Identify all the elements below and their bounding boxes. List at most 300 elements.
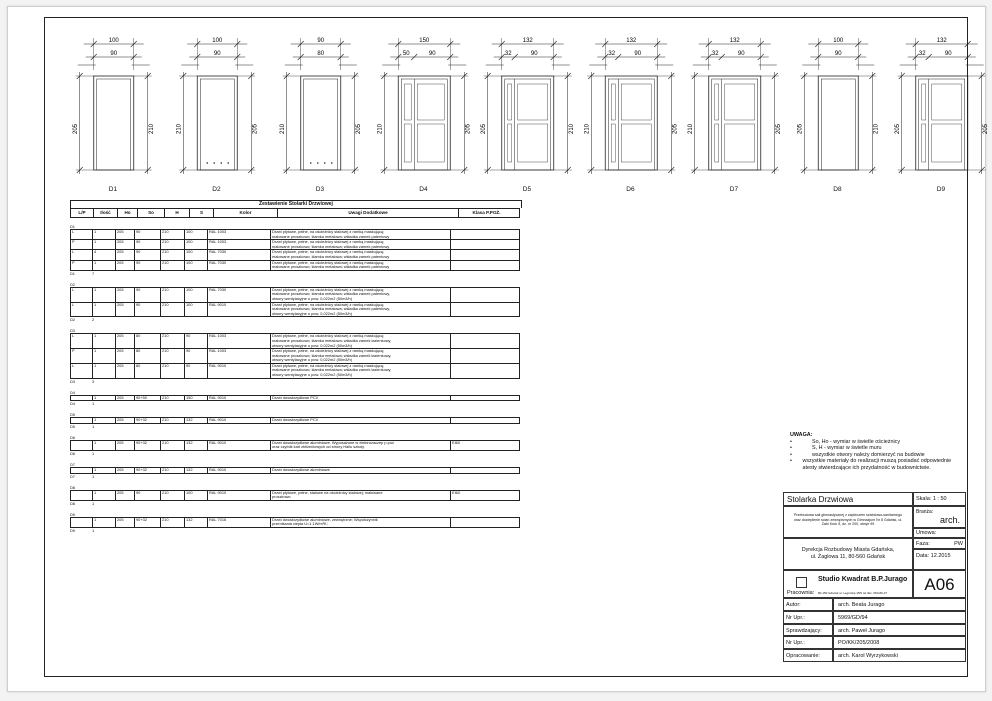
table-cell: 205 [116,364,135,378]
table-cell [71,396,93,401]
door-label: D1 [108,186,118,193]
schedule-group [70,224,520,276]
table-row [70,395,520,402]
vent-hole [227,162,229,164]
table-cell: 90 [135,303,161,317]
table-cell: RAL 7030 [208,250,271,259]
table-cell: 205 [116,334,135,348]
table-row [70,467,520,474]
table-cell: 205 [116,349,135,363]
table-cell: 205 [116,468,135,473]
table-cell: 90 [135,491,161,500]
table-cell: 90 [135,250,161,259]
table-cell: 90+50 [135,396,161,401]
group-total-label: D7 [70,473,75,479]
table-row [70,333,520,349]
table-cell: 90+32 [135,418,161,423]
table-cell [71,441,93,450]
table-cell: RAL 9010 [208,303,271,317]
door-panel [932,84,962,120]
table-cell: P [71,349,93,363]
table-cell: L [71,250,93,259]
table-cell [451,349,506,363]
table-cell: 132 [185,441,208,450]
table-cell: Drzwi płytowe, pełne, stalowe na ościeżnicy stalowej; malowane proszkowo [271,491,451,500]
table-cell: 80 [135,364,161,378]
door-panel [508,84,512,120]
group-name: D8 [70,484,75,490]
col-header: Kolor [214,209,278,217]
dim-height-inner: 210 [568,123,575,135]
table-cell: 4 [93,250,116,259]
schedule-group [70,390,520,407]
table-cell: 210 [161,441,185,450]
table-cell: 1 [93,349,116,363]
door-frame [502,76,554,170]
note-text: So, Ho - wymiar w świetle ościeżnicy [812,438,901,445]
dim-height-outer: 210 [584,123,591,135]
schedule-group [70,512,520,533]
table-cell: EI60 [452,439,461,445]
table-cell: Drzwi płytowe, pełne, na ościeżnicy stalowej z ramką maskującą; malowane proszkowo; klamka metalowa; wkładka zamek łazienkowy, otwory wentylacyjne o pow. 0,022m2 (50m3/h) [271,364,451,378]
dim-height-outer: 210 [377,123,384,135]
table-cell: 1 [93,396,116,401]
table-row [70,349,520,364]
table-cell [451,250,506,259]
table-cell: 90 [185,364,208,378]
group-total: 1 [92,473,95,479]
table-cell: RAL 1003 [208,230,271,239]
schedule-group [70,435,520,456]
table-cell: RAL 9010 [208,364,271,378]
table-cell: 210 [161,288,185,302]
table-cell: 205 [116,288,135,302]
table-row [70,440,520,451]
table-row [70,517,520,528]
studio-logo-box [796,577,807,588]
table-cell: RAL 9010 [208,418,271,423]
table-cell [451,364,506,378]
dim-width-left: 50 [402,51,410,57]
vent-hole [310,162,312,164]
table-cell: 210 [161,518,185,527]
table-cell: 1 [93,230,116,239]
group-name: D4 [70,389,75,395]
door-panel [417,124,444,162]
table-cell: 80 [135,334,161,348]
door-leaf [821,79,855,170]
table-cell: 205 [116,261,135,270]
dim-height-inner: 205 [465,123,472,135]
col-header: Ho [118,209,138,217]
group-total: 7 [92,270,95,276]
table-cell: RAL 9010 [208,491,271,500]
door-frame [818,76,858,170]
table-cell: 210 [161,334,185,348]
door-panel [621,84,651,120]
table-cell: 205 [116,518,135,527]
table-cell: 90 [135,230,161,239]
person-name: arch. Paweł Jurago [833,624,966,637]
dim-width-total: 100 [212,38,223,44]
dim-height-outer: 210 [279,123,286,135]
table-cell: 210 [161,418,185,423]
door-label: D9 [936,186,946,193]
door-schedule [70,200,520,533]
dim-width-left: 32 [608,51,616,57]
table-cell: 100 [185,240,208,249]
table-cell: P [71,261,93,270]
table-cell: Drzwi płytowe, pełne, na ościeżnicy stalowej z ramką maskującą; malowane proszkowo; klamka metalowa; wkładka zamek łazienkowy, otwory wentylacyjne o pow. 0,022m2 (50m3/h) [271,334,451,348]
table-cell: RAL 1003 [208,334,271,348]
table-cell: 90+32 [135,518,161,527]
table-cell: RAL 7030 [208,261,271,270]
table-cell: RAL 9010 [208,441,271,450]
table-cell [451,518,506,527]
dim-width-total: 150 [419,38,430,44]
door-panel [725,124,755,162]
table-cell: 100 [185,303,208,317]
table-cell: 210 [161,364,185,378]
table-cell: 205 [116,303,135,317]
group-total: 1 [92,528,95,533]
table-cell: 90 [185,349,208,363]
table-cell: Drzwi płytowe, pełne, na ościeżnicy stalowej z ramką maskującą; malowane proszkowo; klamka metalowa; wkładka zamek patentowy [271,240,451,249]
schedule-group [70,462,520,479]
group-total-label: D8 [70,500,75,506]
note-item: • So, Ho - wymiar w świetle ościeżnicy [790,438,901,445]
table-cell [451,261,506,270]
group-total-label: D3 [70,378,75,384]
group-total-row [70,379,520,384]
table-cell: Drzwi dwuskrzydłowe aluminiowe. Wyposażone w elektrozaczep p.poż oraz czytnik kart zbliżeniowych od strony Hallu szkoły. [271,441,451,450]
table-row [70,303,520,318]
table-cell: 150 [185,396,208,401]
col-header: Uwagi Dodatkowe [278,209,459,217]
door-panel [404,84,411,120]
vent-hole [213,162,215,164]
studio-cell [783,570,913,598]
dim-height-inner: 210 [148,123,155,135]
schedule-groups [70,224,520,533]
group-name: D7 [70,462,75,468]
table-row [70,490,520,501]
table-cell: 1 [93,334,116,348]
table-cell [451,418,506,423]
table-cell [451,396,506,401]
table-row [70,417,520,424]
table-cell: 1 [93,240,116,249]
schedule-header [70,208,520,218]
table-cell: 132 [185,418,208,423]
group-name: D1 [70,224,75,229]
pracownia-label: Pracownia: [787,590,815,596]
table-cell: 205 [116,491,135,500]
group-total: 1 [92,423,95,429]
door-label: D3 [315,186,325,193]
table-cell: L [71,364,93,378]
group-total-label: D5 [70,423,75,429]
faza-label: Faza: [916,541,930,547]
door-panel [417,84,444,120]
door-panel [725,84,755,120]
table-cell: Drzwi dwuskrzydłowe PCV [271,396,451,401]
dim-width-inner: 90 [944,51,952,57]
door-frame [301,76,341,170]
faza-cell [913,538,966,549]
dim-width-total: 132 [522,38,533,44]
group-total-label: D2 [70,317,75,323]
door-panel [621,124,651,162]
door-leaf [401,79,447,170]
branza-value: arch. [939,515,960,525]
sheet-number: A06 [913,570,966,598]
person-role: Opracowanie: [783,649,833,662]
table-cell: 205 [116,441,135,450]
door-frame [197,76,237,170]
table-cell: 210 [161,303,185,317]
group-total-label: D9 [70,528,75,533]
table-cell: 210 [161,349,185,363]
person-name: arch. Karol Wyrzykowski [833,649,966,662]
col-header: So [138,209,165,217]
door-frame [398,76,450,170]
group-name: D3 [70,328,75,334]
dim-width-left: 32 [711,51,719,57]
door-panel [404,124,411,162]
schedule-group [70,328,520,383]
table-cell: L [71,303,93,317]
door-label: D4 [419,186,428,193]
table-cell: 210 [161,468,185,473]
vent-hole [317,162,319,164]
table-cell: L [71,334,93,348]
door-frame [916,76,968,170]
group-total-row [70,474,520,479]
person-role: Nr Upr.: [783,636,833,649]
branza-cell [913,506,966,528]
schedule-group [70,412,520,429]
table-row [70,287,520,303]
table-cell: RAL 7030 [208,288,271,302]
table-cell: 210 [161,240,185,249]
table-cell: 90+32 [135,468,161,473]
notes-title: UWAGA: [790,432,813,438]
table-cell: Drzwi dwuskrzydłowe PCV [271,418,451,423]
table-cell: 100 [185,230,208,239]
group-name: D9 [70,511,75,517]
pracownia-address: 80-150 Gdańsk ul. Legnicka 15/6 tel./fax. 660-80-27 [818,591,888,595]
table-cell: 205 [116,250,135,259]
table-cell: 90 [185,334,208,348]
dim-height-inner: 210 [873,123,880,135]
table-cell: 1 [93,261,116,270]
table-cell: 210 [161,250,185,259]
title-block [783,492,966,662]
vent-hole [220,162,222,164]
table-cell: RAL 9010 [208,396,271,401]
schedule-group [70,485,520,506]
table-cell: 210 [161,396,185,401]
group-total: 1 [92,500,95,506]
group-total-label: D4 [70,401,75,407]
dim-width-total: 132 [626,38,637,44]
drawing-title: Stolarka Drzwiowa [783,492,913,506]
dim-width-inner: 90 [634,51,642,57]
table-cell: Drzwi płytowe, pełne, na ościeżnicy stalowej z ramką maskującą; malowane proszkowo; klamka metalowa; wkładka zamek patentowy [271,230,451,239]
table-cell: 80 [135,349,161,363]
door-frame [94,76,134,170]
table-cell: 205 [116,396,135,401]
dim-width-inner: 90 [213,51,221,57]
door-panel [922,84,926,120]
dim-height-outer: 210 [176,123,183,135]
dim-height-outer: 205 [797,123,804,135]
door-panel [508,124,512,162]
group-name: D2 [70,281,75,287]
door-panel [922,124,926,162]
person-role: Autor: [783,598,833,611]
door-panel [518,84,548,120]
group-total-row [70,501,520,506]
schedule-group [70,282,520,323]
group-total-row [70,401,520,406]
table-cell: Drzwi płytowe, pełne, na ościeżnicy stalowej z ramką maskującą; malowane proszkowo; klamka metalowa; wkładka zamek łazienkowy, otwory wentylacyjne o pow. 0,022m2 (50m3/h) [271,349,451,363]
table-cell [451,230,506,239]
dim-height-outer: 205 [72,123,79,135]
table-cell [451,240,506,249]
dim-width-total: 132 [729,38,740,44]
dim-width-inner: 90 [530,51,538,57]
person-role: Nr Upr.: [783,611,833,624]
dim-height-outer: 205 [480,123,487,135]
door-panel [611,84,615,120]
dim-width-inner: 90 [428,51,436,57]
dim-width-total: 90 [317,38,325,44]
door-frame [709,76,761,170]
door-elevations [0,0,992,200]
note-text: wszystkie otwory należy domierzyć na budowie [812,451,925,458]
group-name: D5 [70,412,75,418]
door-leaf [200,79,234,170]
table-cell: 90+32 [135,441,161,450]
group-total-row [70,271,520,276]
table-cell: 205 [116,230,135,239]
group-total-row [70,451,520,456]
faza-value: PW [954,541,963,547]
dim-height-inner: 205 [982,123,989,135]
person-name: 5969/GD/94 [833,611,966,624]
table-cell: 210 [161,261,185,270]
person-name: PO/KK/205/2008 [833,636,966,649]
door-panel [715,84,719,120]
table-cell: L [71,230,93,239]
scale: Skala: 1 : 50 [913,492,966,506]
table-cell: 1 [93,518,116,527]
dim-width-left: 32 [918,51,926,57]
table-cell [451,334,506,348]
table-cell: RAL 1003 [208,349,271,363]
branza-label: Branża: [916,509,934,515]
note-item: • wszystkie otwory należy domierzyć na budowie [790,451,925,458]
table-cell: 1 [93,288,116,302]
door-panel [518,124,548,162]
table-cell [71,418,93,423]
umowa-label: Umowa: [913,528,966,538]
group-total: 1 [92,401,95,407]
door-frame [605,76,657,170]
dim-width-total: 100 [108,38,119,44]
table-cell: EI60 [452,489,461,495]
table-cell: Drzwi płytowe, pełne, na ościeżnicy stalowej z ramką maskującą; malowane proszkowo; klamka metalowa; wkładka zamek patentowy [271,261,451,270]
note-item: • S, H - wymiar w świetle muru [790,445,882,451]
door-panel [611,124,615,162]
table-cell: RAL 9010 [208,468,271,473]
note-text: wszystkie materiały do realizacji muszą posiadać odpowiednie atesty stwierdzające ich przydatność w budownictwie. [802,458,952,471]
client: Dyrekcja Rozbudowy Miasta Gdańska, ul. Żaglowa 11, 80-560 Gdańsk [783,538,913,570]
table-cell: 90 [135,240,161,249]
group-name: D6 [70,434,75,440]
table-cell: L [71,288,93,302]
vent-hole [331,162,333,164]
table-cell: 205 [116,240,135,249]
col-header: H [165,209,190,217]
table-cell [451,468,506,473]
table-cell [71,518,93,527]
table-cell: 1 [93,303,116,317]
table-cell: 132 [185,518,208,527]
table-cell: 90 [135,288,161,302]
table-cell: P [71,240,93,249]
col-header: L/P [71,209,94,217]
table-cell [451,288,506,302]
group-total: 2 [92,317,95,323]
table-cell: 210 [161,230,185,239]
studio-name: Studio Kwadrat B.P.Jurago [818,576,908,583]
table-cell [71,468,93,473]
door-label: D7 [729,186,739,193]
table-cell [71,491,93,500]
table-cell: 1 [93,468,116,473]
table-cell: 210 [161,491,185,500]
dim-width-inner: 90 [737,51,745,57]
table-cell: Drzwi płytowe, pełne, na ościeżnicy stalowej z ramką maskującą; malowane proszkowo; klamka metalowa; wkładka zamek patentowy [271,250,451,259]
table-cell [451,303,506,317]
door-label: D6 [626,186,635,193]
table-cell: 90 [135,261,161,270]
table-cell: 132 [185,468,208,473]
dim-height-outer: 210 [687,123,694,135]
door-label: D2 [212,186,221,193]
door-panel [932,124,962,162]
group-total: 3 [92,378,95,384]
table-cell: 205 [116,418,135,423]
table-cell: Drzwi dwuskrzydłowe aluminiowe, zewnętrzne; Współczynnik przenikania ciepła U=1.1W/m²K; [271,518,451,527]
notes-block [790,432,960,471]
dim-height-outer: 205 [894,123,901,135]
group-total-label: D1 [70,270,75,276]
dim-height-inner: 205 [252,123,259,135]
table-row [70,261,520,271]
table-cell: 1 [93,491,116,500]
dim-width-inner: 90 [110,51,118,57]
table-cell: 1 [93,364,116,378]
dim-width-total: 132 [936,38,947,44]
dim-width-inner: 80 [317,51,325,57]
group-total-label: D6 [70,451,75,457]
col-header: Ilość [94,209,118,217]
door-label: D8 [833,186,842,193]
